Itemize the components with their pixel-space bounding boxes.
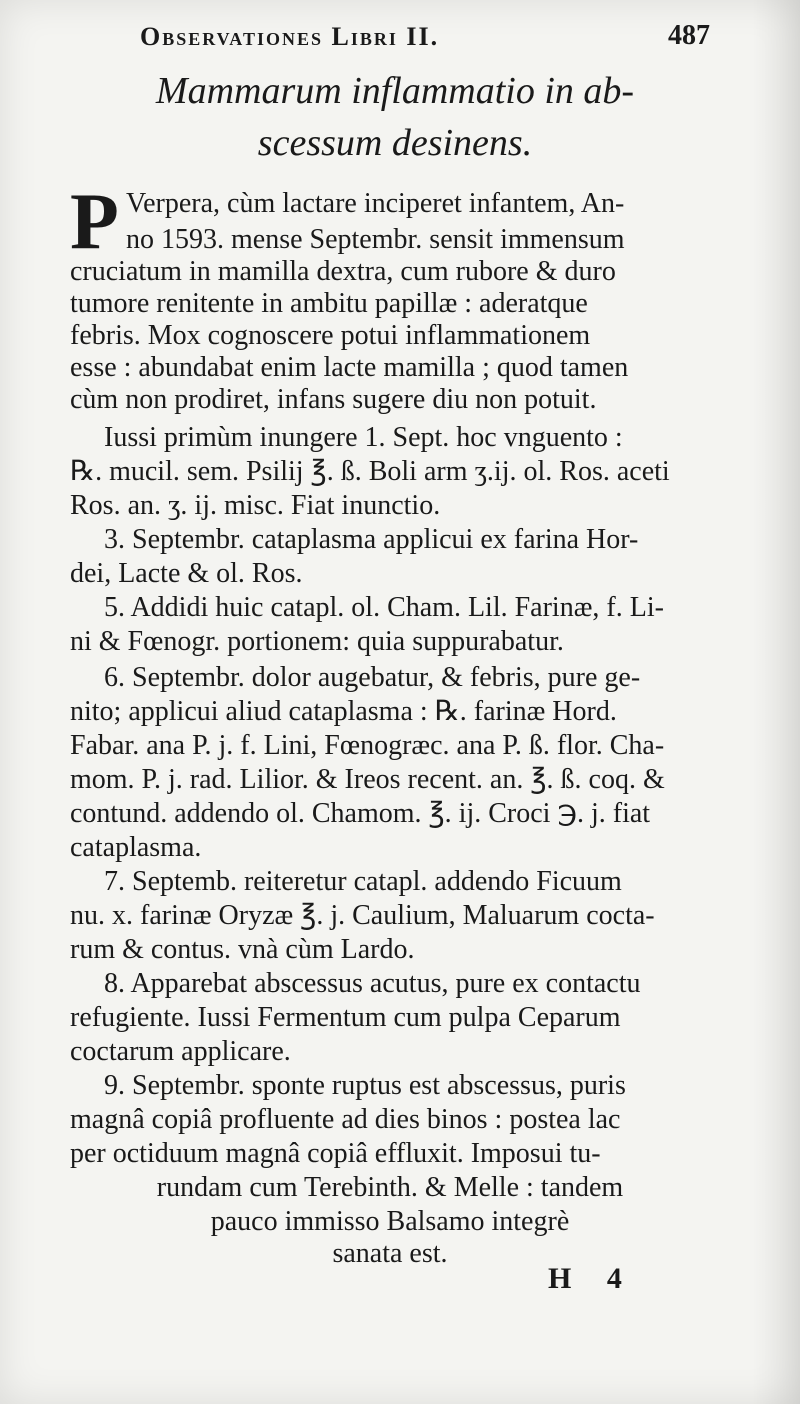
- text-line: nu. x. farinæ Oryzæ ℥. j. Caulium, Maluarum cocta-: [70, 900, 655, 931]
- text-line: 8. Apparebat abscessus acutus, pure ex contactu: [104, 968, 641, 999]
- text-line: 6. Septembr. dolor augebatur, & febris, pure ge-: [104, 662, 641, 693]
- text-line: Fabar. ana P. j. f. Lini, Fœnogræc. ana P. ß. flor. Cha-: [70, 730, 665, 761]
- text-line: tumore renitente in ambitu papillæ : aderatque: [70, 288, 588, 319]
- text-line: cataplasma.: [70, 832, 202, 863]
- text-line: cruciatum in mamilla dextra, cum rubore & duro: [70, 256, 616, 287]
- text-line: per octiduum magnâ copiâ effluxit. Imposui tu-: [70, 1138, 601, 1169]
- text-line: cùm non prodiret, infans sugere diu non potuit.: [70, 384, 597, 415]
- text-line: sanata est.: [332, 1238, 448, 1269]
- drop-capital: P: [70, 178, 119, 266]
- text-line: magnâ copiâ profluente ad dies binos : postea lac: [70, 1104, 621, 1135]
- text-line: Verpera, cùm lactare inciperet infantem, An-: [126, 188, 625, 219]
- text-line: rum & contus. vnà cùm Lardo.: [70, 934, 415, 965]
- text-line: refugiente. Iussi Fermentum cum pulpa Ceparum: [70, 1002, 621, 1033]
- text-line: Iussi primùm inungere 1. Sept. hoc vnguento :: [104, 422, 623, 453]
- text-line: rundam cum Terebinth. & Melle : tandem: [156, 1172, 624, 1203]
- text-line: pauco immisso Balsamo integrè: [210, 1206, 570, 1237]
- text-line: 9. Septembr. sponte ruptus est abscessus, puris: [104, 1070, 626, 1101]
- page-edge-shadow: [752, 0, 800, 1404]
- text-line: ni & Fœnogr. portionem: quia suppurabatur.: [70, 626, 564, 657]
- chapter-title-line-1: Mammarum inflammatio in ab-: [155, 70, 635, 112]
- text-line: ℞. mucil. sem. Psilij ℥. ß. Boli arm ʒ.ij. ol. Ros. aceti: [70, 456, 670, 487]
- page-number: 487: [668, 20, 710, 51]
- text-line: 3. Septembr. cataplasma applicui ex farina Hor-: [104, 524, 639, 555]
- text-line: febris. Mox cognoscere potui inflammationem: [70, 320, 591, 351]
- text-line: Ros. an. ʒ. ij. misc. Fiat inunctio.: [70, 490, 441, 521]
- text-line: contund. addendo ol. Chamom. ℥. ij. Croci ℈. j. fiat: [70, 798, 651, 829]
- text-line: no 1593. mense Septembr. sensit immensum: [126, 224, 625, 255]
- text-line: 5. Addidi huic catapl. ol. Cham. Lil. Farinæ, f. Li-: [104, 592, 664, 623]
- chapter-title-line-2: scessum desinens.: [257, 122, 533, 164]
- page-header: [140, 22, 710, 62]
- text-line: 7. Septemb. reiteretur catapl. addendo Ficuum: [104, 866, 622, 897]
- text-line: mom. P. j. rad. Lilior. & Ireos recent. an. ℥. ß. coq. &: [70, 764, 665, 795]
- text-line: nito; applicui aliud cataplasma : ℞. farinæ Hord.: [70, 696, 617, 727]
- text-line: dei, Lacte & ol. Ros.: [70, 558, 303, 589]
- text-line: coctarum applicare.: [70, 1036, 291, 1067]
- text-line: esse : abundabat enim lacte mamilla ; quod tamen: [70, 352, 629, 383]
- signature-mark: H 4: [548, 1262, 636, 1295]
- running-head: Observationes Libri II.: [140, 22, 440, 51]
